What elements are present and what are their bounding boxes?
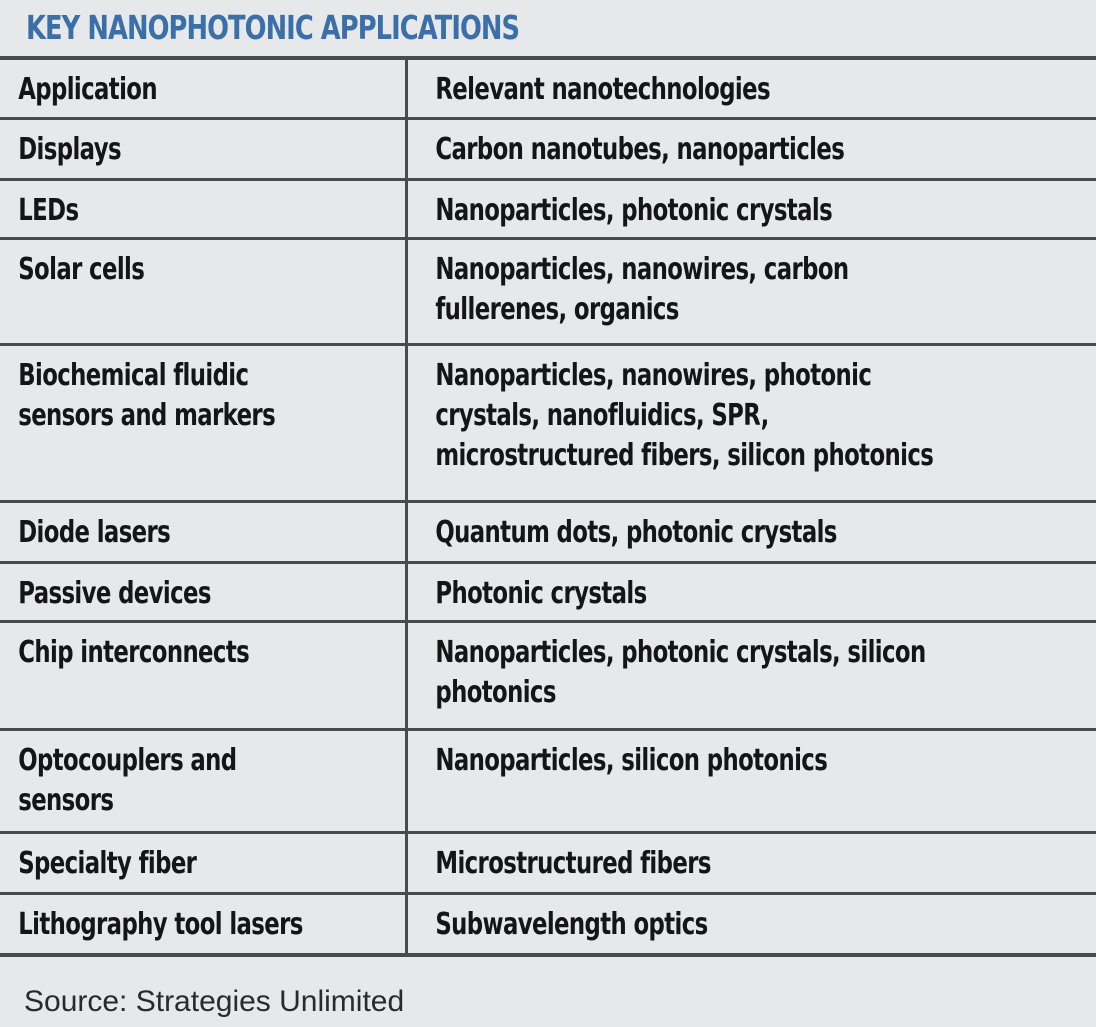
cell-text: Chip interconnects [18,634,250,670]
table-row [0,621,1096,729]
application-cell [0,344,406,501]
table-row [0,501,1096,562]
cell-text: Diode lasers [18,514,171,550]
application-cell [0,179,406,238]
header-technologies [406,58,1096,118]
application-cell [0,238,406,344]
application-cell [0,501,406,562]
cell-text: Photonic crystals [434,575,647,611]
application-cell [0,729,406,832]
table-row [0,238,1096,344]
applications-table [0,56,1096,957]
cell-text: Microstructured fibers [434,845,711,881]
table-row [0,344,1096,501]
technologies-cell [406,832,1096,893]
cell-text: LEDs [18,192,79,228]
application-cell [0,621,406,729]
table-row [0,832,1096,893]
cell-text: Specialty fiber [18,845,197,881]
cell-text: Carbon nanotubes, nanoparticles [434,131,844,167]
cell-text: Subwavelength optics [434,906,708,942]
technologies-cell [406,238,1096,344]
application-cell [0,562,406,621]
cell-text: Nanoparticles, photonic crystals [434,192,832,228]
application-cell [0,118,406,179]
table-row [0,893,1096,955]
technologies-cell [406,562,1096,621]
technologies-cell [406,344,1096,501]
table-row [0,562,1096,621]
header-application [0,58,406,118]
table-row [0,118,1096,179]
cell-text: Lithography tool lasers [18,906,303,942]
cell-text: Nanoparticles, nanowires, photonic crystals, nanofluidics, SPR, microstructured fibers, silicon photonics [434,357,933,473]
application-cell [0,893,406,955]
technologies-cell [406,118,1096,179]
cell-text: Relevant nanotechnologies [434,72,770,107]
table-row [0,179,1096,238]
technologies-cell [406,893,1096,955]
technologies-cell [406,621,1096,729]
source-note: Source: Strategies Unlimited [24,985,405,1018]
application-cell [0,832,406,893]
technologies-cell [406,729,1096,832]
cell-text: Quantum dots, photonic crystals [434,514,837,550]
technologies-cell [406,501,1096,562]
cell-text: Displays [18,131,121,167]
technologies-cell [406,179,1096,238]
cell-text: Nanoparticles, nanowires, carbon fullerenes, organics [434,251,849,327]
cell-text: Biochemical fluidic sensors and markers [18,357,276,433]
table-header-row [0,58,1096,118]
cell-text: Passive devices [18,575,211,611]
cell-text: Application [18,72,157,107]
table-title: KEY NANOPHOTONIC APPLICATIONS [26,8,520,47]
cell-text: Solar cells [18,251,145,287]
cell-text: Optocouplers and sensors [18,742,237,818]
cell-text: Nanoparticles, photonic crystals, silicon photonics [434,634,926,710]
cell-text: Nanoparticles, silicon photonics [434,742,827,778]
table-row [0,729,1096,832]
